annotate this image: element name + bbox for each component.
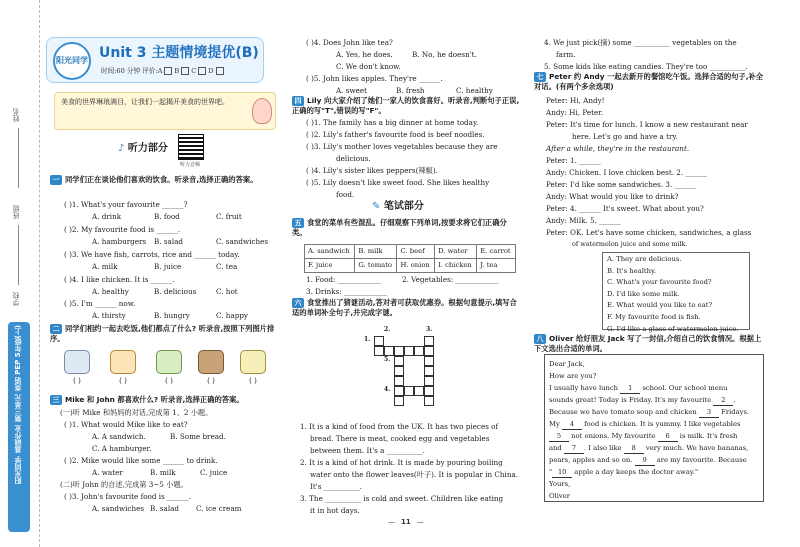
option-c: C. healthy xyxy=(456,86,493,95)
table-cell: I. chicken xyxy=(435,258,477,272)
letter-line: sounds great! Today is Friday. It's my favourite 2 . xyxy=(549,396,736,404)
dialog-line: Peter: OK. Let's have some chicken, sandwiches, a glass xyxy=(546,228,752,237)
dialog-line: of watermelon juice and some milk. xyxy=(572,240,688,248)
statement-text: food. xyxy=(336,190,355,199)
answer-paren[interactable]: ( ) xyxy=(73,377,81,385)
answer-paren[interactable]: ( ) xyxy=(249,377,257,385)
letter-line: I usually have lunch 1 school. Our school menu xyxy=(549,384,728,392)
crossword-cell[interactable] xyxy=(394,396,404,406)
option-b: B. food xyxy=(154,212,180,221)
option-b: B. fresh xyxy=(396,86,425,95)
crossword-cell[interactable] xyxy=(424,356,434,366)
crossword-cell[interactable] xyxy=(424,396,434,406)
hamburger-icon xyxy=(198,350,224,374)
answer-blank[interactable]: 4 xyxy=(562,420,582,430)
clue-text: 5. Some kids like eating candies. They're too __________. xyxy=(544,62,748,71)
option-c: C. fruit xyxy=(216,212,242,221)
answer-blank[interactable]: 5 xyxy=(549,432,569,442)
section-number: 六 xyxy=(292,298,304,308)
dialog-line[interactable]: Peter: 4. ______ It's sweet. What about you? xyxy=(546,204,704,213)
teacup-icon xyxy=(64,350,90,374)
dialog-line: here. Let's go and have a try. xyxy=(572,132,678,141)
clue-text: bread. There is meat, cooked egg and vegetables xyxy=(310,434,490,443)
school-label: 学校 xyxy=(12,292,20,306)
clue-text: 2. It is a kind of hot drink. It is made by pouring boiling xyxy=(300,458,503,467)
option-a: A. drink xyxy=(92,212,122,221)
clue-text: between them. It's a __________. xyxy=(310,446,425,455)
grade-box[interactable] xyxy=(164,67,172,75)
table-cell: B. milk xyxy=(355,245,397,259)
option-b: B. milk xyxy=(150,468,176,477)
crossword-cell[interactable] xyxy=(394,346,404,356)
dialog-line: After a while, they're in the restaurant. xyxy=(546,144,690,153)
clue-number: 1. xyxy=(364,336,371,343)
answer-blank[interactable]: 7 xyxy=(564,444,584,454)
option-c: C. We don't know. xyxy=(336,62,401,71)
clue-number: 2. xyxy=(384,326,391,333)
question-text: ( )5. I'm ______ now. xyxy=(64,299,136,308)
section-number: 三 xyxy=(50,395,62,405)
crossword-cell[interactable] xyxy=(424,366,434,376)
drinks-category[interactable]: 3. Drinks: ____________ xyxy=(306,287,388,296)
name-line xyxy=(18,128,19,188)
time-evaluation xyxy=(101,67,226,76)
food-pictures-row xyxy=(60,350,275,390)
option-a: A. hamburgers xyxy=(92,237,147,246)
letter-box xyxy=(544,354,764,502)
listening-part-title: ♪ 听力部分 xyxy=(118,143,168,154)
clue-text: 3. The __________ is cold and sweet. Children like eating xyxy=(300,494,504,503)
option-b: B. Some bread. xyxy=(170,432,226,441)
answer-blank[interactable]: 9 xyxy=(635,456,655,466)
option-a: A. milk xyxy=(92,262,118,271)
answer-paren[interactable]: ( ) xyxy=(165,377,173,385)
music-note-icon: ♪ xyxy=(118,143,125,154)
grade-c-label: C xyxy=(191,67,197,75)
table-row xyxy=(305,258,516,272)
statement-text: ( )3. Lily's mother loves vegetables because they are xyxy=(306,142,498,151)
crossword-cell[interactable] xyxy=(424,336,434,346)
class-label: 班级 xyxy=(12,205,20,219)
dialog-line[interactable]: Andy: Milk. 5. ______ xyxy=(546,216,621,225)
binding-margin xyxy=(0,0,40,547)
letter-line: 5 not onions. My favourite 6 is milk. It's fresh xyxy=(549,430,759,442)
question-text: ( )4. I like chicken. It is ______. xyxy=(64,275,175,284)
crossword-cell[interactable] xyxy=(414,386,424,396)
band-text: 第三单元 xyxy=(14,394,23,423)
table-cell: C. beef xyxy=(397,245,435,259)
section-number: 四 xyxy=(292,96,304,106)
dialog-option: G. I'd like a glass of watermelon juice. xyxy=(607,324,739,333)
page-number: — 11 — xyxy=(388,518,424,526)
band-text: 英语 PEP 5年级(上) xyxy=(14,325,23,392)
dialog-line: Peter: It's time for lunch. I know a new restaurant near xyxy=(546,120,748,129)
section-five-instruction: 五 食堂的菜单有些混乱。仔细观察下列单词,按要求将它们正确分类。 xyxy=(292,218,507,237)
section-two-instruction: 二 同学们相约一起去吃饭,他们都点了什么? 听录音,按照下列图片排序。 xyxy=(50,324,275,343)
option-c: C. hot xyxy=(216,287,238,296)
section-number: 二 xyxy=(50,324,62,334)
sandwich-icon xyxy=(110,350,136,374)
clue-text: it in hot days. xyxy=(310,506,360,515)
dialog-line[interactable]: Peter: I'd like some sandwiches. 3. ______ xyxy=(546,180,697,189)
answer-blank[interactable]: 8 xyxy=(624,444,644,454)
qr-code-icon[interactable] xyxy=(178,134,204,160)
table-cell: E. carrot xyxy=(477,245,516,259)
letter-line: My 4 food is chicken. It is yummy. I like vegetables xyxy=(549,420,741,428)
letter-line: Yours, xyxy=(549,480,571,488)
dialog-options-box xyxy=(602,252,750,333)
dialog-option: D. I'd like some milk. xyxy=(607,289,680,298)
book-series-band xyxy=(8,322,30,532)
grade-box[interactable] xyxy=(198,67,206,75)
crossword-cell[interactable] xyxy=(394,376,404,386)
section-one-instruction: 一 同学们正在谈论他们喜欢的饮食。听录音,选择正确的答案。 xyxy=(50,175,282,185)
letter-line: Because we have tomato soup and chicken 3 Fridays. xyxy=(549,408,750,416)
grade-box[interactable] xyxy=(216,67,224,75)
option-c: C. juice xyxy=(200,468,228,477)
class-line xyxy=(18,225,19,285)
question-text: ( )5. John likes apples. They're ______. xyxy=(306,74,443,83)
crossword-cell[interactable] xyxy=(374,346,384,356)
letter-line: and 7 . I also like 8 very much. We have bananas, xyxy=(549,444,749,452)
option-b: B. salad xyxy=(150,504,180,513)
letter-line: How are you? xyxy=(549,372,597,380)
clue-number: 3. xyxy=(426,326,433,333)
answer-blank[interactable]: 2 xyxy=(713,396,733,406)
dialog-option: B. It's healthy. xyxy=(607,266,657,275)
option-c: C. happy xyxy=(216,311,248,320)
subsection-note: (一)听 Mike 和妈妈的对话,完成第 1、2 小题。 xyxy=(60,408,213,417)
answer-blank[interactable]: 10 xyxy=(552,468,572,478)
option-b: B. delicious xyxy=(154,287,197,296)
subsection-note: (二)听 John 的自述,完成第 3~5 小题。 xyxy=(60,480,188,489)
statement-text: ( )2. Lily's father's favourite food is beef noodles. xyxy=(306,130,485,139)
option-b: B. salad xyxy=(154,237,184,246)
dialog-line: Andy: What would you like to drink? xyxy=(546,192,679,201)
milk-carton-icon xyxy=(240,350,266,374)
table-cell: D. water xyxy=(435,245,477,259)
statement-text: ( )4. Lily's sister likes peppers(辣椒). xyxy=(306,166,438,175)
clue-text: It's __________. xyxy=(310,482,362,491)
crossword-cell[interactable] xyxy=(424,346,434,356)
section-seven-instruction: 七 Peter 约 Andy 一起去新开的餐馆吃午饭。选择合适的句子,补全对话。(有两个多余选项) xyxy=(534,72,764,91)
question-text: ( )3. John's favourite food is ______. xyxy=(64,492,191,501)
question-text: ( )1. What would Mike like to eat? xyxy=(64,420,188,429)
vegetables-category[interactable]: 2. Vegetables: ____________ xyxy=(402,275,499,284)
grade-b-label: B xyxy=(174,67,180,75)
question-text: ( )2. Mike would like some ______ to drink. xyxy=(64,456,218,465)
option-b: B. No, he doesn't. xyxy=(412,50,477,59)
clue-text: 4. We just pick(摘) some __________ vegetables on the xyxy=(544,38,737,47)
band-text: 阳光同学 xyxy=(14,456,23,485)
crossword-cell[interactable] xyxy=(394,386,404,396)
section-three-instruction: 三 Mike 和 John 都喜欢什么? 听录音,选择正确的答案。 xyxy=(50,395,282,405)
crossword-cell[interactable] xyxy=(424,376,434,386)
option-a: A. Yes, he does. xyxy=(336,50,393,59)
statement-text: delicious. xyxy=(336,154,371,163)
section-number: 七 xyxy=(534,72,546,82)
time-label: 时间:60 分钟 评价:A xyxy=(101,67,163,75)
section-eight-instruction: 八 Oliver 给好朋友 Jack 写了一封信,介绍自己的饮食情况。根据上下文选出合适的单词。 xyxy=(534,334,762,353)
section-four-instruction: 四 Lily 向大家介绍了她们一家人的饮食喜好。听录音,判断句子正误,正确的写"T",错误的写"F"。 xyxy=(292,96,520,115)
option-a: A. healthy xyxy=(92,287,129,296)
clue-text: water onto the flower leaves(叶子). It is popular in China. xyxy=(310,470,519,479)
option-c: C. sandwiches xyxy=(216,237,269,246)
section-number: 一 xyxy=(50,175,62,185)
table-cell: A. sandwich xyxy=(305,245,355,259)
dialog-option: E. What would you like to eat? xyxy=(607,301,713,310)
intro-banner xyxy=(54,92,276,130)
answer-blank[interactable]: 1 xyxy=(620,384,640,394)
crossword-cell[interactable] xyxy=(424,386,434,396)
option-a: A. A sandwich. xyxy=(92,432,146,441)
clue-number: 5. xyxy=(384,356,391,363)
statement-text: ( )1. The family has a big dinner at home today. xyxy=(306,118,479,127)
option-a: A. sandwiches xyxy=(92,504,145,513)
question-text: ( )1. What's your favourite ______? xyxy=(64,200,188,209)
dialog-option: F. My favourite food is fish. xyxy=(607,312,701,321)
qr-caption: 听力音频 xyxy=(180,162,201,168)
question-text: ( )2. My favourite food is ______. xyxy=(64,225,181,234)
writing-part-title: ✎ 笔试部分 xyxy=(372,201,424,212)
grade-box[interactable] xyxy=(181,67,189,75)
section-number: 五 xyxy=(292,218,304,228)
answer-blank[interactable]: 6 xyxy=(658,432,678,442)
pencil-icon: ✎ xyxy=(372,201,381,212)
dialog-line: Andy: Hi, Peter. xyxy=(546,108,604,117)
crossword-cell[interactable] xyxy=(404,386,414,396)
page-title: Unit 3 主题情境提优(B) xyxy=(99,45,259,61)
grade-d-label: D xyxy=(208,67,214,75)
crossword-cell[interactable] xyxy=(394,366,404,376)
food-category[interactable]: 1. Food: ____________ xyxy=(306,275,381,284)
question-text: ( )3. We have fish, carrots, rice and ______ today. xyxy=(64,250,240,259)
band-text: 基础作业 xyxy=(14,425,23,454)
answer-blank[interactable]: 3 xyxy=(699,408,719,418)
name-label: 姓名 xyxy=(12,108,20,122)
section-number: 八 xyxy=(534,334,546,344)
option-b: B. juice xyxy=(154,262,182,271)
crossword-cell[interactable] xyxy=(404,346,414,356)
table-row xyxy=(305,245,516,259)
mascot-girl-icon xyxy=(252,98,272,124)
clue-number: 4. xyxy=(384,386,391,393)
letter-line: pears, apples and so on. 9 are my favourite. Because xyxy=(549,456,747,464)
statement-text: ( )5. Lily doesn't like sweet food. She likes healthy xyxy=(306,178,490,187)
crossword-grid[interactable] xyxy=(364,326,454,416)
word-bank-table xyxy=(304,244,516,273)
letter-line: " 10 apple a day keeps the doctor away." xyxy=(549,468,699,476)
dialog-line: Peter: Hi, Andy! xyxy=(546,96,605,105)
crossword-cell[interactable] xyxy=(394,356,404,366)
table-cell: F. juice xyxy=(305,258,355,272)
option-a: A. thirsty xyxy=(92,311,126,320)
option-c: C. tea xyxy=(216,262,238,271)
crossword-cell[interactable] xyxy=(414,346,424,356)
clue-text: farm. xyxy=(556,50,576,59)
dialog-line[interactable]: Peter: 1. ______ xyxy=(546,156,601,165)
dialog-option: C. What's your favourite food? xyxy=(607,278,712,287)
answer-paren[interactable]: ( ) xyxy=(119,377,127,385)
dialog-line[interactable]: Andy: Chicken. I love chicken best. 2. ______ xyxy=(546,168,708,177)
crossword-cell[interactable] xyxy=(374,336,384,346)
option-a: A. sweet xyxy=(336,86,367,95)
brand-logo: 阳光同学 xyxy=(53,42,91,80)
intro-text: 美食的世界琳琅满目，让我们一起揭开美食的世界吧。 xyxy=(61,98,229,106)
option-c: C. ice cream xyxy=(196,504,242,513)
section-six-instruction: 六 食堂推出了猜谜活动,答对者可获取优惠券。根据句意提示,填写合适的单词补全句子,并完成字谜。 xyxy=(292,298,517,317)
table-cell: J. tea xyxy=(477,258,516,272)
unit-header xyxy=(46,37,264,83)
option-c: C. A hamburger. xyxy=(92,444,152,453)
crossword-cell[interactable] xyxy=(384,346,394,356)
dialog-option: A. They are delicious. xyxy=(607,255,682,263)
question-text: ( )4. Does John like tea? xyxy=(306,38,393,47)
letter-line: Dear Jack, xyxy=(549,360,585,368)
table-cell: H. onion xyxy=(397,258,435,272)
clue-text: 1. It is a kind of food from the UK. It has two pieces of xyxy=(300,422,499,431)
letter-line: Oliver xyxy=(549,492,571,500)
table-cell: G. tomato xyxy=(355,258,397,272)
ice-cream-icon xyxy=(156,350,182,374)
option-b: B. hungry xyxy=(154,311,190,320)
answer-paren[interactable]: ( ) xyxy=(207,377,215,385)
option-a: A. water xyxy=(92,468,123,477)
